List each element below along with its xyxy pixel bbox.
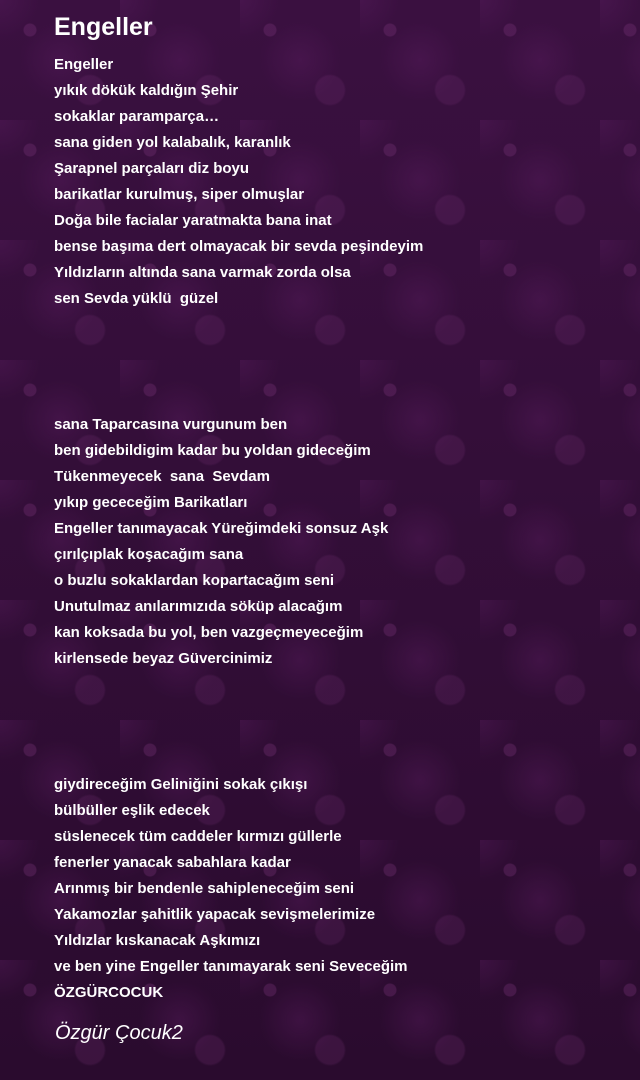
poem-line: Tükenmeyecek sana Sevdam [54, 468, 270, 485]
poem-line: çırılçıplak koşacağım sana [54, 546, 244, 563]
poem-line: yıkık dökük kaldığın Şehir [54, 82, 239, 99]
poem-line: bense başıma dert olmayacak bir sevda peşindeyim [54, 238, 424, 255]
poem-line: o buzlu sokaklardan kopartacağım seni [54, 572, 335, 589]
poem-author[interactable]: Özgür Çocuk2 [55, 1022, 183, 1044]
poem-line: kan koksada bu yol, ben vazgeçmeyeceğim [54, 624, 364, 641]
poem-line: ve ben yine Engeller tanımayarak seni Seveceğim [54, 958, 408, 975]
poem-line: sana Taparcasına vurgunum ben [54, 416, 288, 433]
poem-line: barikatlar kurulmuş, siper olmuşlar [54, 186, 305, 203]
poem-line: Şarapnel parçaları diz boyu [54, 160, 250, 177]
poem-line: fenerler yanacak sabahlara kadar [54, 854, 291, 871]
poem-line: Yıldızların altında sana varmak zorda olsa [54, 264, 351, 281]
stanza-1 [54, 52, 614, 312]
poem-line: Engeller [54, 56, 114, 73]
poem-line: bülbüller eşlik edecek [54, 802, 210, 819]
poem-line: Arınmış bir bendenle sahipleneceğim seni [54, 880, 355, 897]
poem-line: Engeller tanımayacak Yüreğimdeki sonsuz Aşk [54, 520, 389, 537]
stanza-2 [54, 412, 614, 672]
poem-line: ben gidebildigim kadar bu yoldan gideceğim [54, 442, 371, 459]
poem-line: kirlensede beyaz Güvercinimiz [54, 650, 273, 667]
poem-line: Yıldızlar kıskanacak Aşkımızı [54, 932, 261, 949]
poem-line: süslenecek tüm caddeler kırmızı güllerle [54, 828, 342, 845]
poem-line: sen Sevda yüklü güzel [54, 290, 219, 307]
poem-line: giydireceğim Geliniğini sokak çıkışı [54, 776, 308, 793]
stanza-3 [54, 772, 614, 1006]
poem-line: Unutulmaz anılarımızıda söküp alacağım [54, 598, 343, 615]
poem-line: Yakamozlar şahitlik yapacak sevişmelerimize [54, 906, 376, 923]
poem-signature: ÖZGÜRCOCUK [54, 984, 164, 1001]
poem-line: Doğa bile facialar yaratmakta bana inat [54, 212, 332, 229]
poem-line: sokaklar paramparça… [54, 108, 220, 125]
poem-line: sana giden yol kalabalık, karanlık [54, 134, 291, 151]
poem-line: yıkıp gececeğim Barikatları [54, 494, 248, 511]
poem-title: Engeller [54, 13, 153, 41]
